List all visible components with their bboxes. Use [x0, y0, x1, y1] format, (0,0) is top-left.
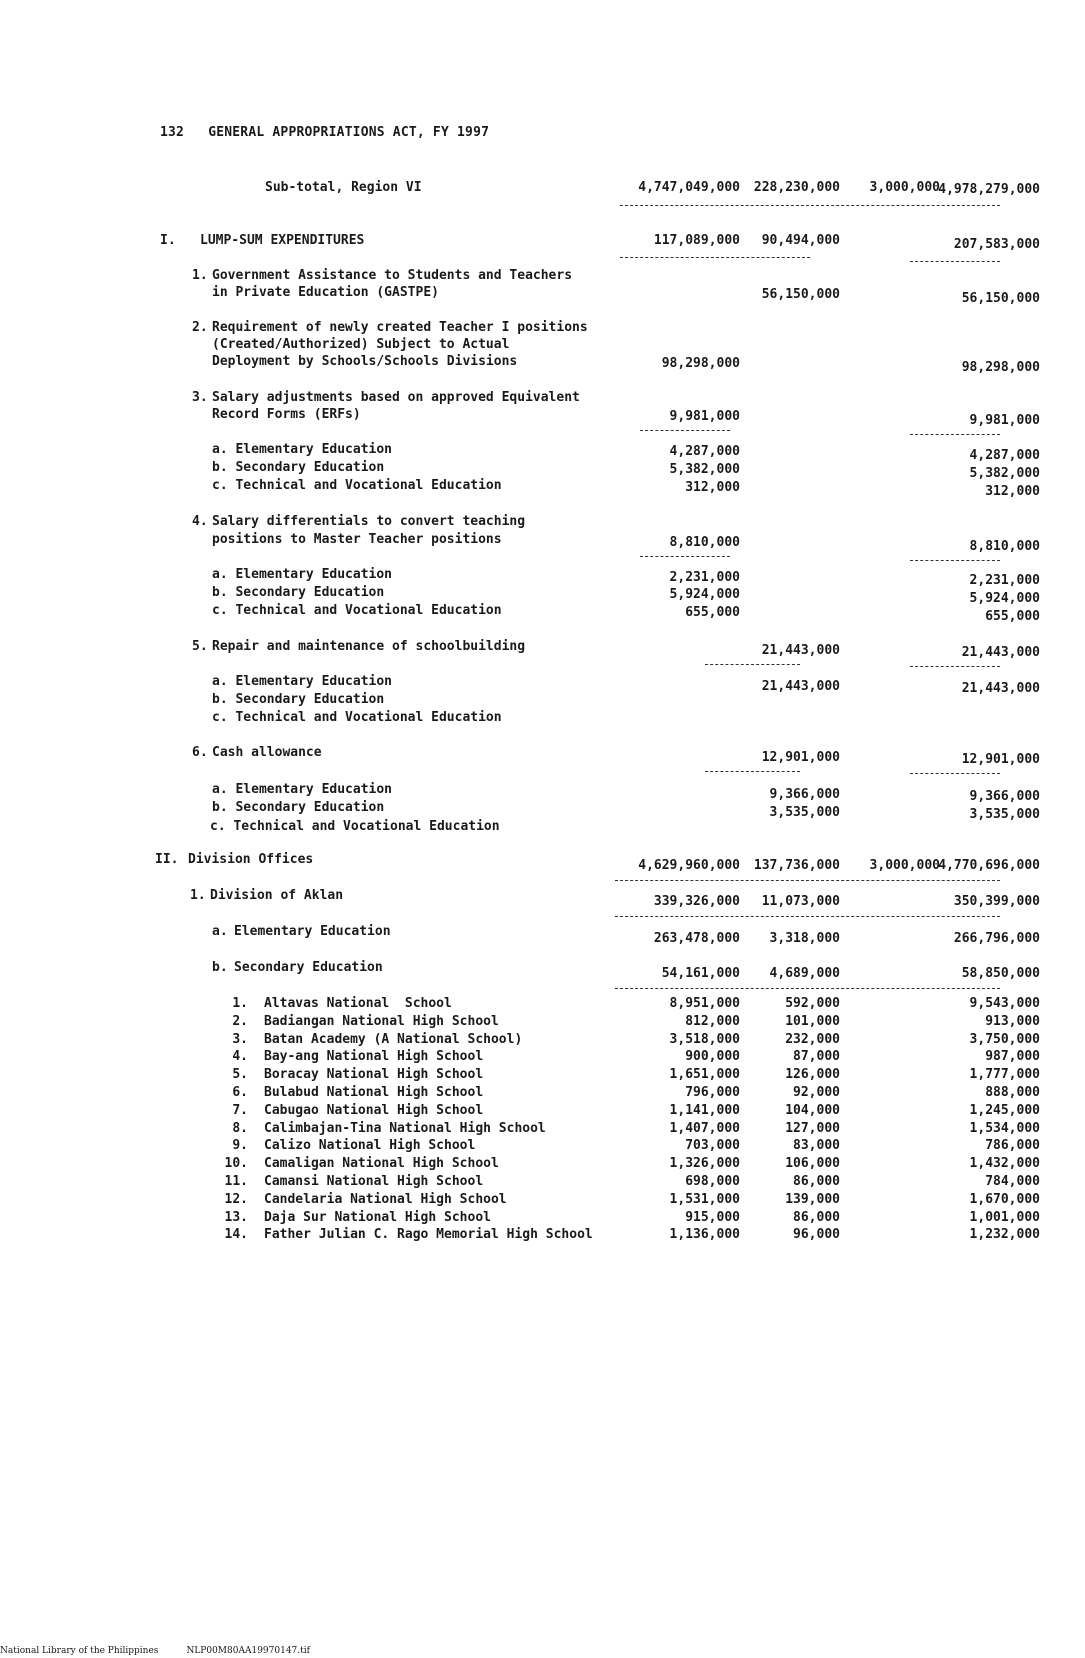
elem-c4: 266,796,000	[953, 931, 1040, 946]
item4-c4: 8,810,000	[969, 539, 1040, 554]
school-number: 2.	[232, 1014, 248, 1029]
sec-c4: 58,850,000	[961, 966, 1040, 981]
school-c4: 987,000	[985, 1049, 1040, 1064]
school-c4: 3,750,000	[969, 1032, 1040, 1047]
rule	[620, 257, 810, 258]
school-c1: 8,951,000	[669, 996, 740, 1011]
aklan-c1: 339,326,000	[653, 894, 740, 909]
subtotal-c4: 4,978,279,000	[938, 182, 1040, 197]
item3b-c4: 5,382,000	[969, 466, 1040, 481]
school-c1: 3,518,000	[669, 1032, 740, 1047]
sub-item: b. Secondary Education	[212, 692, 385, 707]
item-line: Salary adjustments based on approved Equivalent	[212, 390, 580, 405]
school-c2: 96,000	[793, 1227, 840, 1242]
item-number: 1.	[190, 888, 206, 903]
school-c1: 1,531,000	[669, 1192, 740, 1207]
school-number: 8.	[232, 1121, 248, 1136]
school-number: 14.	[224, 1227, 248, 1242]
item2-c1: 98,298,000	[661, 356, 740, 371]
rule	[910, 773, 1000, 774]
item-line: Salary differentials to convert teaching	[212, 514, 526, 529]
school-name: Batan Academy (A National School)	[264, 1032, 523, 1047]
item-line: Repair and maintenance of schoolbuilding	[212, 639, 526, 654]
item-line: Cash allowance	[212, 745, 322, 760]
item-line: Government Assistance to Students and Teachers	[212, 268, 573, 283]
rule	[615, 880, 1000, 881]
elem-c2: 3,318,000	[769, 931, 840, 946]
item1-c4: 56,150,000	[961, 291, 1040, 306]
school-c1: 900,000	[685, 1049, 740, 1064]
school-number: 13.	[224, 1210, 248, 1225]
school-c4: 1,232,000	[969, 1227, 1040, 1242]
item5a-c4: 21,443,000	[961, 681, 1040, 696]
rule	[705, 664, 800, 665]
page-number: 132	[160, 125, 185, 140]
rule	[615, 988, 1000, 989]
item-number: 2.	[192, 320, 208, 335]
section2-c3: 3,000,000	[869, 858, 940, 873]
item-number: 3.	[192, 390, 208, 405]
school-name: Camansi National High School	[264, 1174, 484, 1189]
school-c2: 592,000	[785, 996, 840, 1011]
item5a-c2: 21,443,000	[761, 679, 840, 694]
section1-c2: 90,494,000	[761, 233, 840, 248]
school-c4: 1,670,000	[969, 1192, 1040, 1207]
item4b-c1: 5,924,000	[669, 587, 740, 602]
item3a-c1: 4,287,000	[669, 444, 740, 459]
school-number: 4.	[232, 1049, 248, 1064]
section-number: II.	[155, 852, 179, 867]
school-name: Cabugao National High School	[264, 1103, 484, 1118]
school-c2: 87,000	[793, 1049, 840, 1064]
item3b-c1: 5,382,000	[669, 462, 740, 477]
sub-item: a. Elementary Education	[212, 782, 393, 797]
school-number: 12.	[224, 1192, 248, 1207]
page-title: GENERAL APPROPRIATIONS ACT, FY 1997	[208, 125, 490, 140]
sub-item: a. Elementary Education	[212, 674, 393, 689]
school-number: 5.	[232, 1067, 248, 1082]
school-number: 7.	[232, 1103, 248, 1118]
school-name: Camaligan National High School	[264, 1156, 499, 1171]
sec-c2: 4,689,000	[769, 966, 840, 981]
item-line: in Private Education (GASTPE)	[212, 285, 439, 300]
level-title: Elementary Education	[234, 924, 391, 939]
school-c1: 796,000	[685, 1085, 740, 1100]
school-c2: 86,000	[793, 1174, 840, 1189]
item5-c4: 21,443,000	[961, 645, 1040, 660]
school-c1: 1,651,000	[669, 1067, 740, 1082]
item3a-c4: 4,287,000	[969, 448, 1040, 463]
item6c-c2: 3,535,000	[769, 805, 840, 820]
school-c2: 92,000	[793, 1085, 840, 1100]
school-c4: 888,000	[985, 1085, 1040, 1100]
school-c4: 784,000	[985, 1174, 1040, 1189]
school-name: Father Julian C. Rago Memorial High School	[264, 1227, 593, 1242]
school-c4: 913,000	[985, 1014, 1040, 1029]
school-name: Calimbajan-Tina National High School	[264, 1121, 546, 1136]
item4-c1: 8,810,000	[669, 535, 740, 550]
item3c-c1: 312,000	[685, 480, 740, 495]
item-number: 4.	[192, 514, 208, 529]
school-name: Bulabud National High School	[264, 1085, 484, 1100]
school-number: 10.	[224, 1156, 248, 1171]
sub-item: b. Secondary Education	[212, 585, 385, 600]
sub-item: a. Elementary Education	[212, 567, 393, 582]
item-line: (Created/Authorized) Subject to Actual	[212, 337, 510, 352]
aklan-c2: 11,073,000	[761, 894, 840, 909]
school-c4: 786,000	[985, 1138, 1040, 1153]
school-c2: 106,000	[785, 1156, 840, 1171]
sub-item: c. Technical and Vocational Education	[210, 819, 500, 834]
subtotal-c2: 228,230,000	[753, 180, 840, 195]
school-c4: 1,534,000	[969, 1121, 1040, 1136]
school-c4: 9,543,000	[969, 996, 1040, 1011]
school-c1: 1,407,000	[669, 1121, 740, 1136]
item1-c2: 56,150,000	[761, 287, 840, 302]
footer-file: NLP00M80AA19970147.tif	[186, 1646, 310, 1656]
rule	[910, 560, 1000, 561]
item-number: 1.	[192, 268, 208, 283]
item4a-c1: 2,231,000	[669, 570, 740, 585]
school-c2: 83,000	[793, 1138, 840, 1153]
school-c2: 101,000	[785, 1014, 840, 1029]
section2-c1: 4,629,960,000	[638, 858, 740, 873]
item4c-c4: 655,000	[985, 609, 1040, 624]
school-c1: 1,141,000	[669, 1103, 740, 1118]
section1-c1: 117,089,000	[653, 233, 740, 248]
school-c1: 812,000	[685, 1014, 740, 1029]
item-number: 5.	[192, 639, 208, 654]
item3-c4: 9,981,000	[969, 413, 1040, 428]
sub-item: b. Secondary Education	[212, 460, 385, 475]
school-c4: 1,245,000	[969, 1103, 1040, 1118]
item3-c1: 9,981,000	[669, 409, 740, 424]
school-name: Daja Sur National High School	[264, 1210, 491, 1225]
school-c4: 1,432,000	[969, 1156, 1040, 1171]
school-c2: 127,000	[785, 1121, 840, 1136]
rule	[620, 205, 1000, 206]
school-c2: 86,000	[793, 1210, 840, 1225]
rule	[910, 434, 1000, 435]
school-number: 3.	[232, 1032, 248, 1047]
sub-item: a. Elementary Education	[212, 442, 393, 457]
rule	[910, 666, 1000, 667]
school-name: Candelaria National High School	[264, 1192, 507, 1207]
school-name: Badiangan National High School	[264, 1014, 499, 1029]
sub-item: c. Technical and Vocational Education	[212, 710, 502, 725]
scan-footer	[0, 1646, 338, 1656]
school-c2: 232,000	[785, 1032, 840, 1047]
item-line: positions to Master Teacher positions	[212, 532, 502, 547]
item-line: Requirement of newly created Teacher I positions	[212, 320, 588, 335]
rule	[640, 430, 730, 431]
item4c-c1: 655,000	[685, 605, 740, 620]
sec-c1: 54,161,000	[661, 966, 740, 981]
item-line: Record Forms (ERFs)	[212, 407, 361, 422]
section1-c4: 207,583,000	[953, 237, 1040, 252]
item6b-c2: 9,366,000	[769, 787, 840, 802]
section2-c2: 137,736,000	[753, 858, 840, 873]
section-title: Division Offices	[188, 852, 314, 867]
section-title: LUMP-SUM EXPENDITURES	[200, 233, 365, 248]
school-c1: 915,000	[685, 1210, 740, 1225]
school-number: 6.	[232, 1085, 248, 1100]
school-c2: 126,000	[785, 1067, 840, 1082]
sub-item: c. Technical and Vocational Education	[212, 603, 502, 618]
level-title: Secondary Education	[234, 960, 383, 975]
division-title: Division of Aklan	[210, 888, 344, 903]
sub-item: b. Secondary Education	[212, 800, 385, 815]
school-c2: 139,000	[785, 1192, 840, 1207]
rule	[705, 771, 800, 772]
item6-c4: 12,901,000	[961, 752, 1040, 767]
elem-c1: 263,478,000	[653, 931, 740, 946]
school-c2: 104,000	[785, 1103, 840, 1118]
school-number: 1.	[232, 996, 248, 1011]
rule	[910, 261, 1000, 262]
page-header	[160, 125, 489, 140]
school-number: 9.	[232, 1138, 248, 1153]
item3c-c4: 312,000	[985, 484, 1040, 499]
item6c-c4: 3,535,000	[969, 807, 1040, 822]
school-name: Bay-ang National High School	[264, 1049, 484, 1064]
section2-c4: 4,770,696,000	[938, 858, 1040, 873]
school-c1: 698,000	[685, 1174, 740, 1189]
school-name: Altavas National School	[264, 996, 452, 1011]
footer-library: National Library of the Philippines	[0, 1646, 159, 1656]
subtotal-label: Sub-total, Region VI	[265, 180, 422, 195]
school-c1: 1,326,000	[669, 1156, 740, 1171]
rule	[615, 916, 1000, 917]
school-name: Boracay National High School	[264, 1067, 484, 1082]
item-number: 6.	[192, 745, 208, 760]
item5-c2: 21,443,000	[761, 643, 840, 658]
item4b-c4: 5,924,000	[969, 591, 1040, 606]
item6b-c4: 9,366,000	[969, 789, 1040, 804]
school-name: Calizo National High School	[264, 1138, 476, 1153]
item4a-c4: 2,231,000	[969, 573, 1040, 588]
rule	[640, 556, 730, 557]
aklan-c4: 350,399,000	[953, 894, 1040, 909]
item6-c2: 12,901,000	[761, 750, 840, 765]
item-line: Deployment by Schools/Schools Divisions	[212, 354, 518, 369]
item2-c4: 98,298,000	[961, 360, 1040, 375]
item-number: b.	[212, 960, 228, 975]
school-c1: 1,136,000	[669, 1227, 740, 1242]
subtotal-c3: 3,000,000	[869, 180, 940, 195]
sub-item: c. Technical and Vocational Education	[212, 478, 502, 493]
school-c4: 1,001,000	[969, 1210, 1040, 1225]
item-number: a.	[212, 924, 228, 939]
school-number: 11.	[224, 1174, 248, 1189]
school-c1: 703,000	[685, 1138, 740, 1153]
school-c4: 1,777,000	[969, 1067, 1040, 1082]
section-number: I.	[160, 233, 176, 248]
subtotal-c1: 4,747,049,000	[638, 180, 740, 195]
